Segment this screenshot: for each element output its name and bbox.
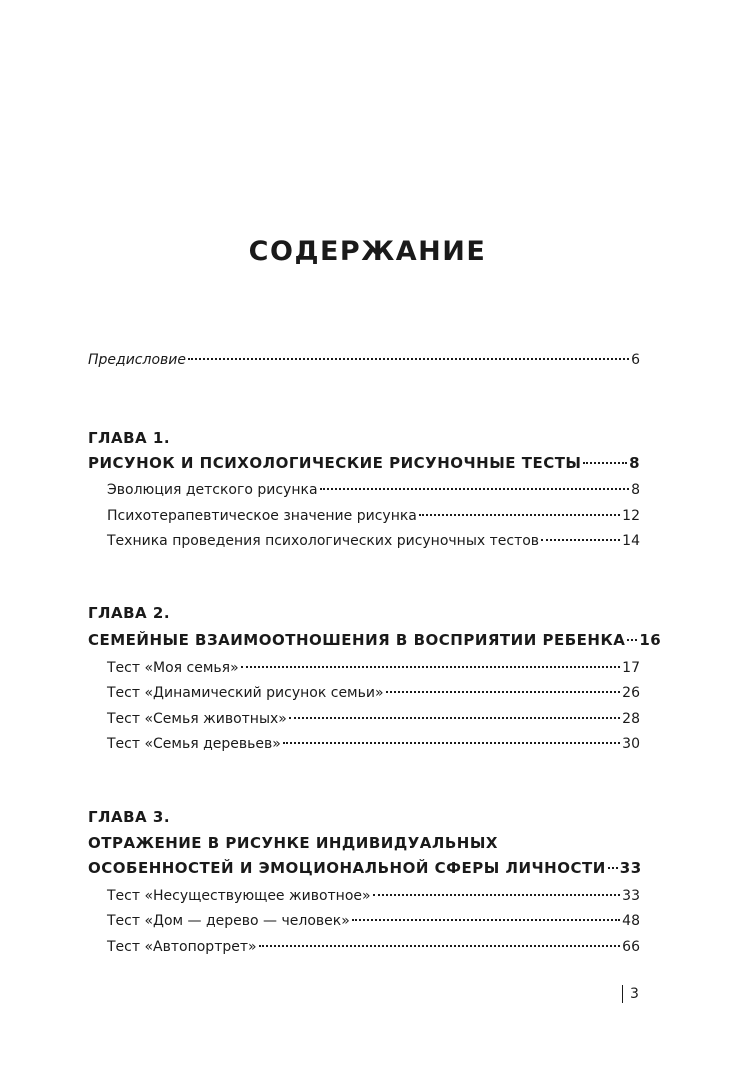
dot-leader <box>259 945 621 947</box>
toc-entry-page: 33 <box>622 888 640 904</box>
dot-leader <box>541 539 620 541</box>
toc-entry-label: Тест «Моя семья» <box>107 660 239 676</box>
toc-subentry[interactable] <box>107 886 640 906</box>
dot-leader <box>386 691 621 693</box>
chapter-3-title-entry[interactable] <box>88 858 640 878</box>
toc-entry-label: Эволюция детского рисунка <box>107 482 318 498</box>
toc-subentry[interactable] <box>107 658 640 678</box>
toc-subentry[interactable] <box>107 937 640 957</box>
toc-entry-label: Тест «Автопортрет» <box>107 939 257 955</box>
chapter-3-label: ГЛАВА 3. <box>88 808 171 826</box>
toc-subentry[interactable] <box>107 911 640 931</box>
toc-entry-page: 17 <box>622 660 640 676</box>
toc-subentry[interactable] <box>107 480 640 500</box>
toc-entry-page: 12 <box>622 508 640 524</box>
folio-divider <box>622 985 623 1003</box>
toc-entry-page: 8 <box>629 454 640 472</box>
chapter-title-line: ОТРАЖЕНИЕ В РИСУНКЕ ИНДИВИДУАЛЬНЫХ <box>88 834 498 852</box>
dot-leader <box>188 358 629 360</box>
page-title: СОДЕРЖАНИЕ <box>248 236 487 267</box>
toc-entry-label: Тест «Динамический рисунок семьи» <box>107 685 384 701</box>
page-number <box>622 985 639 1003</box>
dot-leader <box>583 462 627 464</box>
dot-leader <box>627 639 637 641</box>
toc-subentry[interactable] <box>107 506 640 526</box>
toc-entry-label: Тест «Семья животных» <box>107 711 287 727</box>
chapter-title: РИСУНОК И ПСИХОЛОГИЧЕСКИЕ РИСУНОЧНЫЕ ТЕСТЫ <box>88 454 582 472</box>
toc-entry-page: 28 <box>622 711 640 727</box>
toc-entry-label: Тест «Несуществующее животное» <box>107 888 371 904</box>
toc-entry-page: 66 <box>622 939 640 955</box>
toc-entry-label: Техника проведения психологических рисуночных тестов <box>107 533 540 549</box>
toc-entry-page: 8 <box>631 482 640 498</box>
dot-leader <box>320 488 630 490</box>
toc-entry-label: Тест «Дом — дерево — человек» <box>107 913 350 929</box>
dot-leader <box>608 867 618 869</box>
toc-entry-page: 26 <box>622 685 640 701</box>
page-number-value: 3 <box>630 986 639 1002</box>
toc-subentry[interactable] <box>107 531 640 551</box>
chapter-1-label: ГЛАВА 1. <box>88 429 171 447</box>
toc-subentry[interactable] <box>107 683 640 703</box>
dot-leader <box>419 514 620 516</box>
toc-entry-label: Психотерапевтическое значение рисунка <box>107 508 417 524</box>
chapter-2-label: ГЛАВА 2. <box>88 604 171 622</box>
dot-leader <box>289 717 620 719</box>
toc-subentry[interactable] <box>107 734 640 754</box>
dot-leader <box>352 919 620 921</box>
toc-entry-page: 16 <box>639 631 662 649</box>
toc-entry-preface[interactable] <box>88 350 640 370</box>
chapter-2-title-entry[interactable] <box>88 630 662 650</box>
dot-leader <box>283 742 620 744</box>
toc-entry-page: 6 <box>631 352 640 368</box>
toc-entry-label: Тест «Семья деревьев» <box>107 736 281 752</box>
toc-entry-label: Предисловие <box>88 352 186 368</box>
toc-entry-page: 33 <box>619 859 642 877</box>
dot-leader <box>241 666 621 668</box>
chapter-title: СЕМЕЙНЫЕ ВЗАИМООТНОШЕНИЯ В ВОСПРИЯТИИ РЕБЕНКА <box>88 631 626 649</box>
dot-leader <box>373 894 621 896</box>
toc-entry-page: 48 <box>622 913 640 929</box>
toc-entry-page: 30 <box>622 736 640 752</box>
chapter-1-title-entry[interactable] <box>88 453 640 473</box>
chapter-title: ОСОБЕННОСТЕЙ И ЭМОЦИОНАЛЬНОЙ СФЕРЫ ЛИЧНОСТИ <box>88 859 606 877</box>
toc-subentry[interactable] <box>107 709 640 729</box>
toc-entry-page: 14 <box>622 533 640 549</box>
